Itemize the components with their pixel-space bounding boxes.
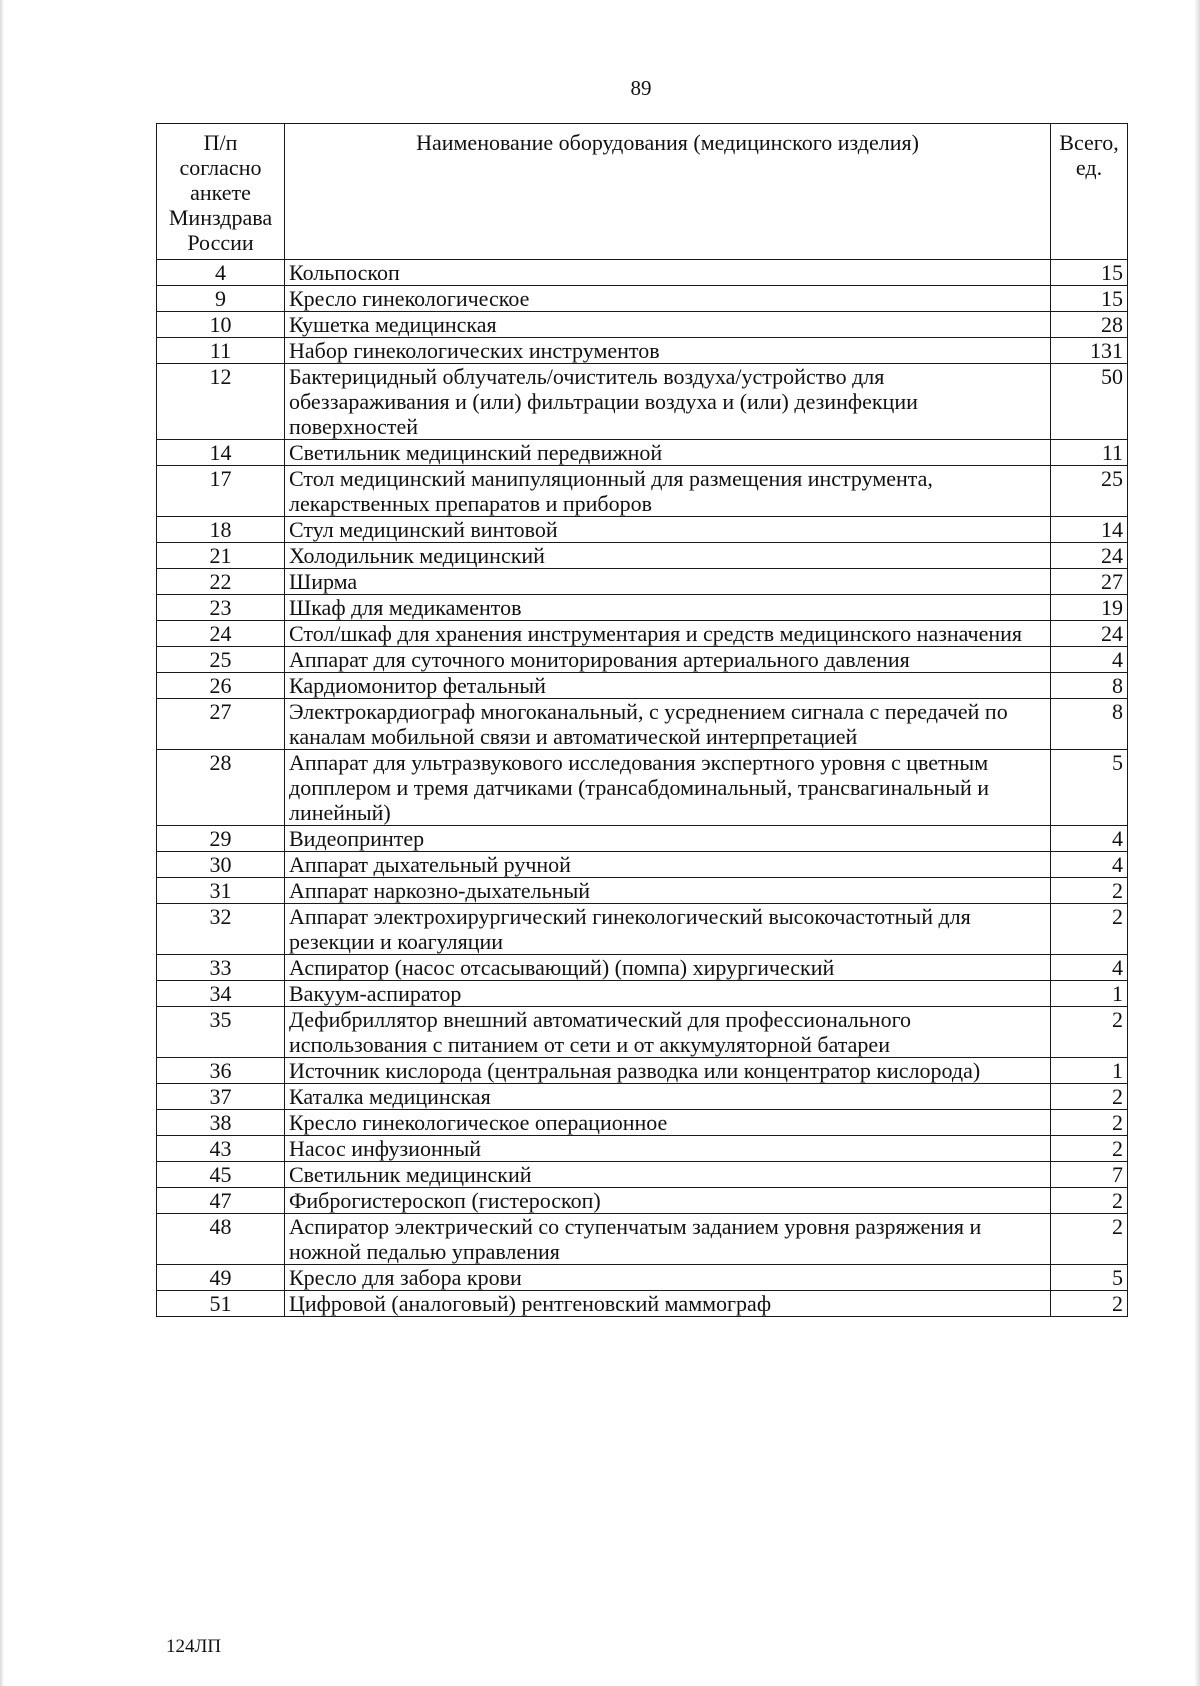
row-name: Кольпоскоп [285,260,1051,286]
table-row [157,621,1128,647]
table-row [157,260,1128,286]
row-num: 9 [157,286,285,312]
row-num: 27 [157,699,285,750]
table-row [157,878,1128,904]
row-name: Насос инфузионный [285,1136,1051,1162]
row-name: Стол медицинский манипуляционный для размещения инструмента, лекарственных препаратов и приборов [285,466,1051,517]
row-name: Шкаф для медикаментов [285,595,1051,621]
row-num: 25 [157,647,285,673]
row-total: 2 [1051,1188,1128,1214]
row-num: 32 [157,904,285,955]
row-name: Электрокардиограф многоканальный, с усреднением сигнала с передачей по каналам мобильной связи и автоматической интерпретацией [285,699,1051,750]
row-name: Источник кислорода (центральная разводка или концентратор кислорода) [285,1058,1051,1084]
row-total: 2 [1051,1136,1128,1162]
row-name: Цифровой (аналоговый) рентгеновский маммограф [285,1291,1051,1317]
table-row [157,699,1128,750]
row-total: 2 [1051,904,1128,955]
row-num: 47 [157,1188,285,1214]
row-total: 5 [1051,1265,1128,1291]
row-name: Фиброгистероскоп (гистероскоп) [285,1188,1051,1214]
row-num: 34 [157,981,285,1007]
row-num: 21 [157,543,285,569]
table-row [157,904,1128,955]
row-total: 2 [1051,878,1128,904]
row-num: 24 [157,621,285,647]
header-num: П/п согласно анкете Минздрава России [157,124,285,260]
table-row [157,364,1128,440]
row-total: 15 [1051,286,1128,312]
row-num: 14 [157,440,285,466]
row-name: Ширма [285,569,1051,595]
row-num: 49 [157,1265,285,1291]
row-name: Стул медицинский винтовой [285,517,1051,543]
table-row [157,338,1128,364]
row-name: Аппарат электрохирургический гинекологический высокочастотный для резекции и коагуляции [285,904,1051,955]
row-num: 43 [157,1136,285,1162]
row-name: Аспиратор электрический со ступенчатым заданием уровня разряжения и ножной педалью управления [285,1214,1051,1265]
row-num: 12 [157,364,285,440]
row-name: Дефибриллятор внешний автоматический для профессионального использования с питанием от сети и от аккумуляторной батареи [285,1007,1051,1058]
table-row [157,852,1128,878]
row-name: Светильник медицинский [285,1162,1051,1188]
row-total: 50 [1051,364,1128,440]
row-num: 10 [157,312,285,338]
table-row [157,595,1128,621]
row-total: 8 [1051,699,1128,750]
row-total: 27 [1051,569,1128,595]
row-total: 14 [1051,517,1128,543]
row-num: 22 [157,569,285,595]
row-total: 1 [1051,1058,1128,1084]
row-total: 19 [1051,595,1128,621]
footer-code: 124ЛП [166,1636,222,1657]
table-header-row [157,124,1128,260]
row-num: 36 [157,1058,285,1084]
row-name: Кушетка медицинская [285,312,1051,338]
table-row [157,1291,1128,1317]
row-name: Холодильник медицинский [285,543,1051,569]
table-row [157,1188,1128,1214]
row-name: Видеопринтер [285,826,1051,852]
row-name: Кресло для забора крови [285,1265,1051,1291]
page-number: 89 [630,76,652,100]
table-row [157,286,1128,312]
row-name: Каталка медицинская [285,1084,1051,1110]
table-row [157,517,1128,543]
row-num: 4 [157,260,285,286]
table-row [157,466,1128,517]
row-total: 28 [1051,312,1128,338]
row-name: Аспиратор (насос отсасывающий) (помпа) хирургический [285,955,1051,981]
row-num: 51 [157,1291,285,1317]
row-name: Светильник медицинский передвижной [285,440,1051,466]
row-num: 38 [157,1110,285,1136]
table-row [157,1058,1128,1084]
row-name: Стол/шкаф для хранения инструментария и средств медицинского назначения [285,621,1051,647]
row-num: 48 [157,1214,285,1265]
row-total: 15 [1051,260,1128,286]
row-total: 5 [1051,750,1128,826]
row-total: 4 [1051,647,1128,673]
row-num: 30 [157,852,285,878]
row-total: 2 [1051,1110,1128,1136]
row-num: 35 [157,1007,285,1058]
row-num: 37 [157,1084,285,1110]
table-row [157,1110,1128,1136]
scan-edge-right [1194,0,1200,1686]
row-name: Аппарат дыхательный ручной [285,852,1051,878]
table-row [157,955,1128,981]
row-num: 17 [157,466,285,517]
row-total: 2 [1051,1214,1128,1265]
row-num: 23 [157,595,285,621]
row-name: Аппарат для суточного мониторирования артериального давления [285,647,1051,673]
row-num: 26 [157,673,285,699]
row-total: 4 [1051,955,1128,981]
row-total: 4 [1051,826,1128,852]
table-row [157,647,1128,673]
row-name: Вакуум-аспиратор [285,981,1051,1007]
row-total: 8 [1051,673,1128,699]
row-num: 33 [157,955,285,981]
row-total: 24 [1051,543,1128,569]
table-row [157,981,1128,1007]
row-total: 2 [1051,1084,1128,1110]
row-total: 4 [1051,852,1128,878]
row-num: 18 [157,517,285,543]
row-total: 2 [1051,1291,1128,1317]
row-total: 2 [1051,1007,1128,1058]
table-row [157,1162,1128,1188]
row-name: Набор гинекологических инструментов [285,338,1051,364]
row-total: 25 [1051,466,1128,517]
row-name: Аппарат наркозно-дыхательный [285,878,1051,904]
table-row [157,440,1128,466]
row-total: 131 [1051,338,1128,364]
row-name: Кресло гинекологическое [285,286,1051,312]
row-total: 1 [1051,981,1128,1007]
row-num: 31 [157,878,285,904]
table-row [157,826,1128,852]
table-row [157,1007,1128,1058]
row-name: Аппарат для ультразвукового исследования экспертного уровня с цветным допплером и тремя датчиками (трансабдоминальный, трансвагинальный и линейный) [285,750,1051,826]
header-name: Наименование оборудования (медицинского изделия) [285,124,1051,260]
row-num: 11 [157,338,285,364]
row-num: 29 [157,826,285,852]
table-row [157,569,1128,595]
row-total: 7 [1051,1162,1128,1188]
equipment-table [156,123,1128,1317]
row-name: Кардиомонитор фетальный [285,673,1051,699]
row-name: Бактерицидный облучатель/очиститель воздуха/устройство для обеззараживания и (или) фильтрации воздуха и (или) дезинфекции поверхностей [285,364,1051,440]
table-row [157,1265,1128,1291]
row-name: Кресло гинекологическое операционное [285,1110,1051,1136]
table-row [157,543,1128,569]
table-row [157,1084,1128,1110]
scan-edge-left [0,0,4,1686]
table-row [157,673,1128,699]
header-total: Всего, ед. [1051,124,1128,260]
table-body [157,260,1128,1317]
row-num: 28 [157,750,285,826]
table-row [157,750,1128,826]
table-row [157,312,1128,338]
row-num: 45 [157,1162,285,1188]
row-total: 24 [1051,621,1128,647]
table-row [157,1136,1128,1162]
row-total: 11 [1051,440,1128,466]
table-row [157,1214,1128,1265]
